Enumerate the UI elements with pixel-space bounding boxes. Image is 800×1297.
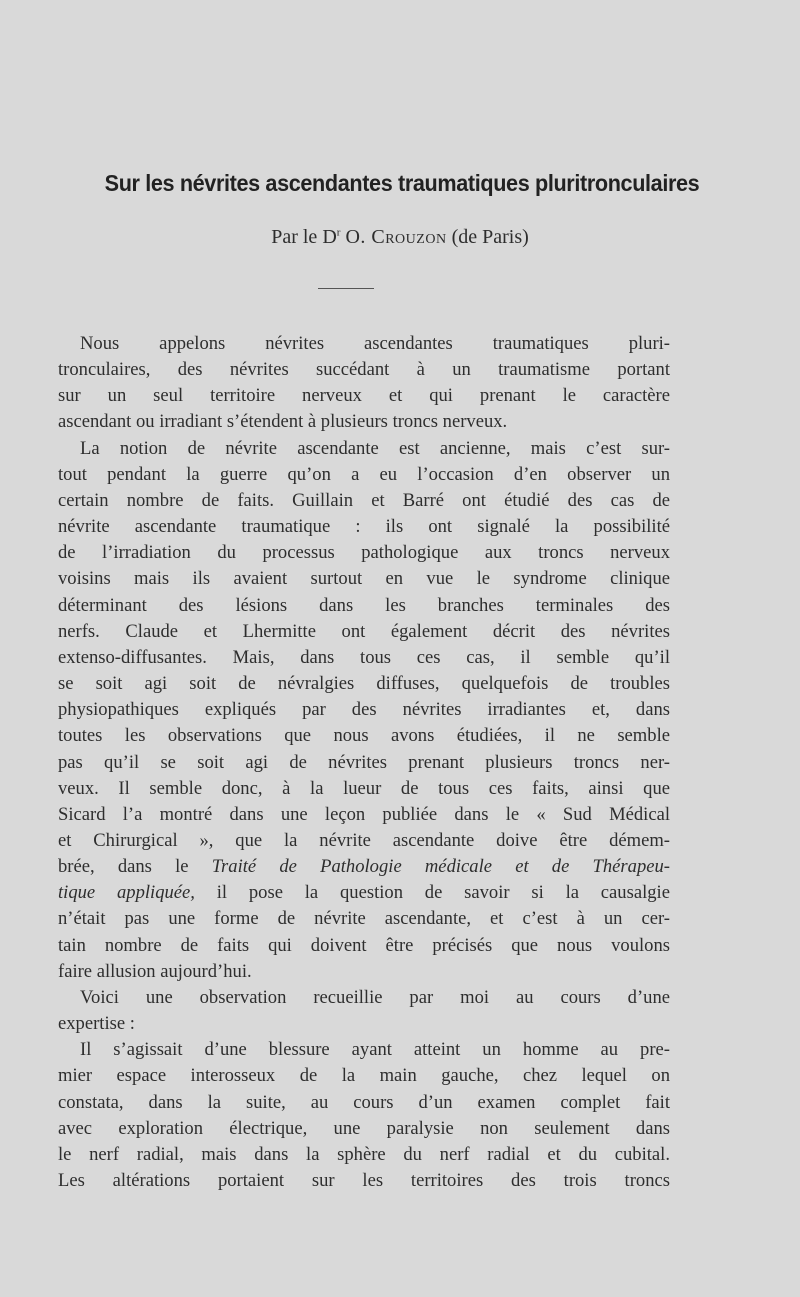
byline-affiliation: (de Paris) [451, 226, 529, 248]
body-line: sur un seul territoire nerveux et qui prenant le caractère [58, 385, 670, 407]
body-line: physiopathiques expliqués par des névrites irradiantes et, dans [58, 699, 670, 721]
body-line [58, 880, 670, 906]
byline-prefix: Par le D [271, 226, 337, 248]
body-line: expertise : [58, 1013, 135, 1035]
body-line: toutes les observations que nous avons étudiées, il ne semble [58, 725, 670, 747]
body-line: Il s’agissait d’une blessure ayant atteint un homme au pre- [80, 1039, 670, 1061]
body-line: tronculaires, des névrites succédant à un traumatisme portant [58, 359, 670, 381]
separator-rule [318, 288, 374, 289]
body-text: brée, dans le [58, 856, 212, 878]
body-line: Sicard l’a montré dans une leçon publiée dans le « Sud Médical [58, 803, 670, 825]
article-body [58, 331, 670, 1194]
body-line: tout pendant la guerre qu’on a eu l’occasion d’en observer un [58, 463, 670, 485]
body-text: il pose la question de savoir si la causalgie [194, 882, 670, 904]
article-title: Sur les névrites ascendantes traumatiques pluritronculaires [104, 170, 700, 196]
body-line: déterminant des lésions dans les branches terminales des [58, 594, 670, 616]
article-byline [60, 226, 740, 249]
body-line: tain nombre de faits qui doivent être précisés que nous voulons [58, 934, 670, 956]
body-line: Nous appelons névrites ascendantes traumatiques pluri- [80, 333, 670, 354]
body-line: veux. Il semble donc, à la lueur de tous ces faits, ainsi que [58, 777, 670, 799]
book-title: tique appliquée, [58, 882, 195, 904]
body-line: pas qu’il se soit agi de névrites prenant plusieurs troncs ner- [58, 751, 670, 773]
body-line: Les altérations portaient sur les territoires des trois troncs [58, 1170, 670, 1191]
body-line: nerfs. Claude et Lhermitte ont également décrit des névrites [58, 620, 670, 642]
byline-superscript: r [336, 226, 341, 239]
body-line: mier espace interosseux de la main gauche, chez lequel on [58, 1065, 670, 1087]
body-line: ascendant ou irradiant s’étendent à plusieurs troncs nerveux. [58, 411, 508, 433]
body-line: se soit agi soit de névralgies diffuses, quelquefois de troubles [58, 673, 670, 695]
body-line: avec exploration électrique, une paralysie non seulement dans [58, 1117, 670, 1139]
body-line: La notion de névrite ascendante est ancienne, mais c’est sur- [80, 437, 670, 459]
body-line: et Chirurgical », que la névrite ascendante doive être démem- [58, 829, 670, 851]
body-line [58, 854, 670, 880]
byline-author: O. Crouzon [345, 226, 447, 248]
body-line: faire allusion aujourd’hui. [58, 960, 252, 982]
body-line: de l’irradiation du processus pathologique aux troncs nerveux [58, 542, 670, 564]
body-line: certain nombre de faits. Guillain et Barré ont étudié des cas de [58, 489, 670, 511]
body-line: le nerf radial, mais dans la sphère du nerf radial et du cubital. [58, 1143, 670, 1165]
body-line: extenso-diffusantes. Mais, dans tous ces cas, il semble qu’il [58, 646, 670, 668]
body-line: Voici une observation recueillie par moi au cours d’une [80, 986, 670, 1008]
book-title: Traité de Pathologie médicale et de Thérapeu- [211, 856, 671, 878]
body-line: voisins mais ils avaient surtout en vue le syndrome clinique [58, 568, 670, 590]
body-line: n’était pas une forme de névrite ascendante, et c’est à un cer- [58, 908, 670, 930]
body-line: névrite ascendante traumatique : ils ont signalé la possibilité [58, 516, 670, 538]
body-line: constata, dans la suite, au cours d’un examen complet fait [58, 1091, 670, 1113]
